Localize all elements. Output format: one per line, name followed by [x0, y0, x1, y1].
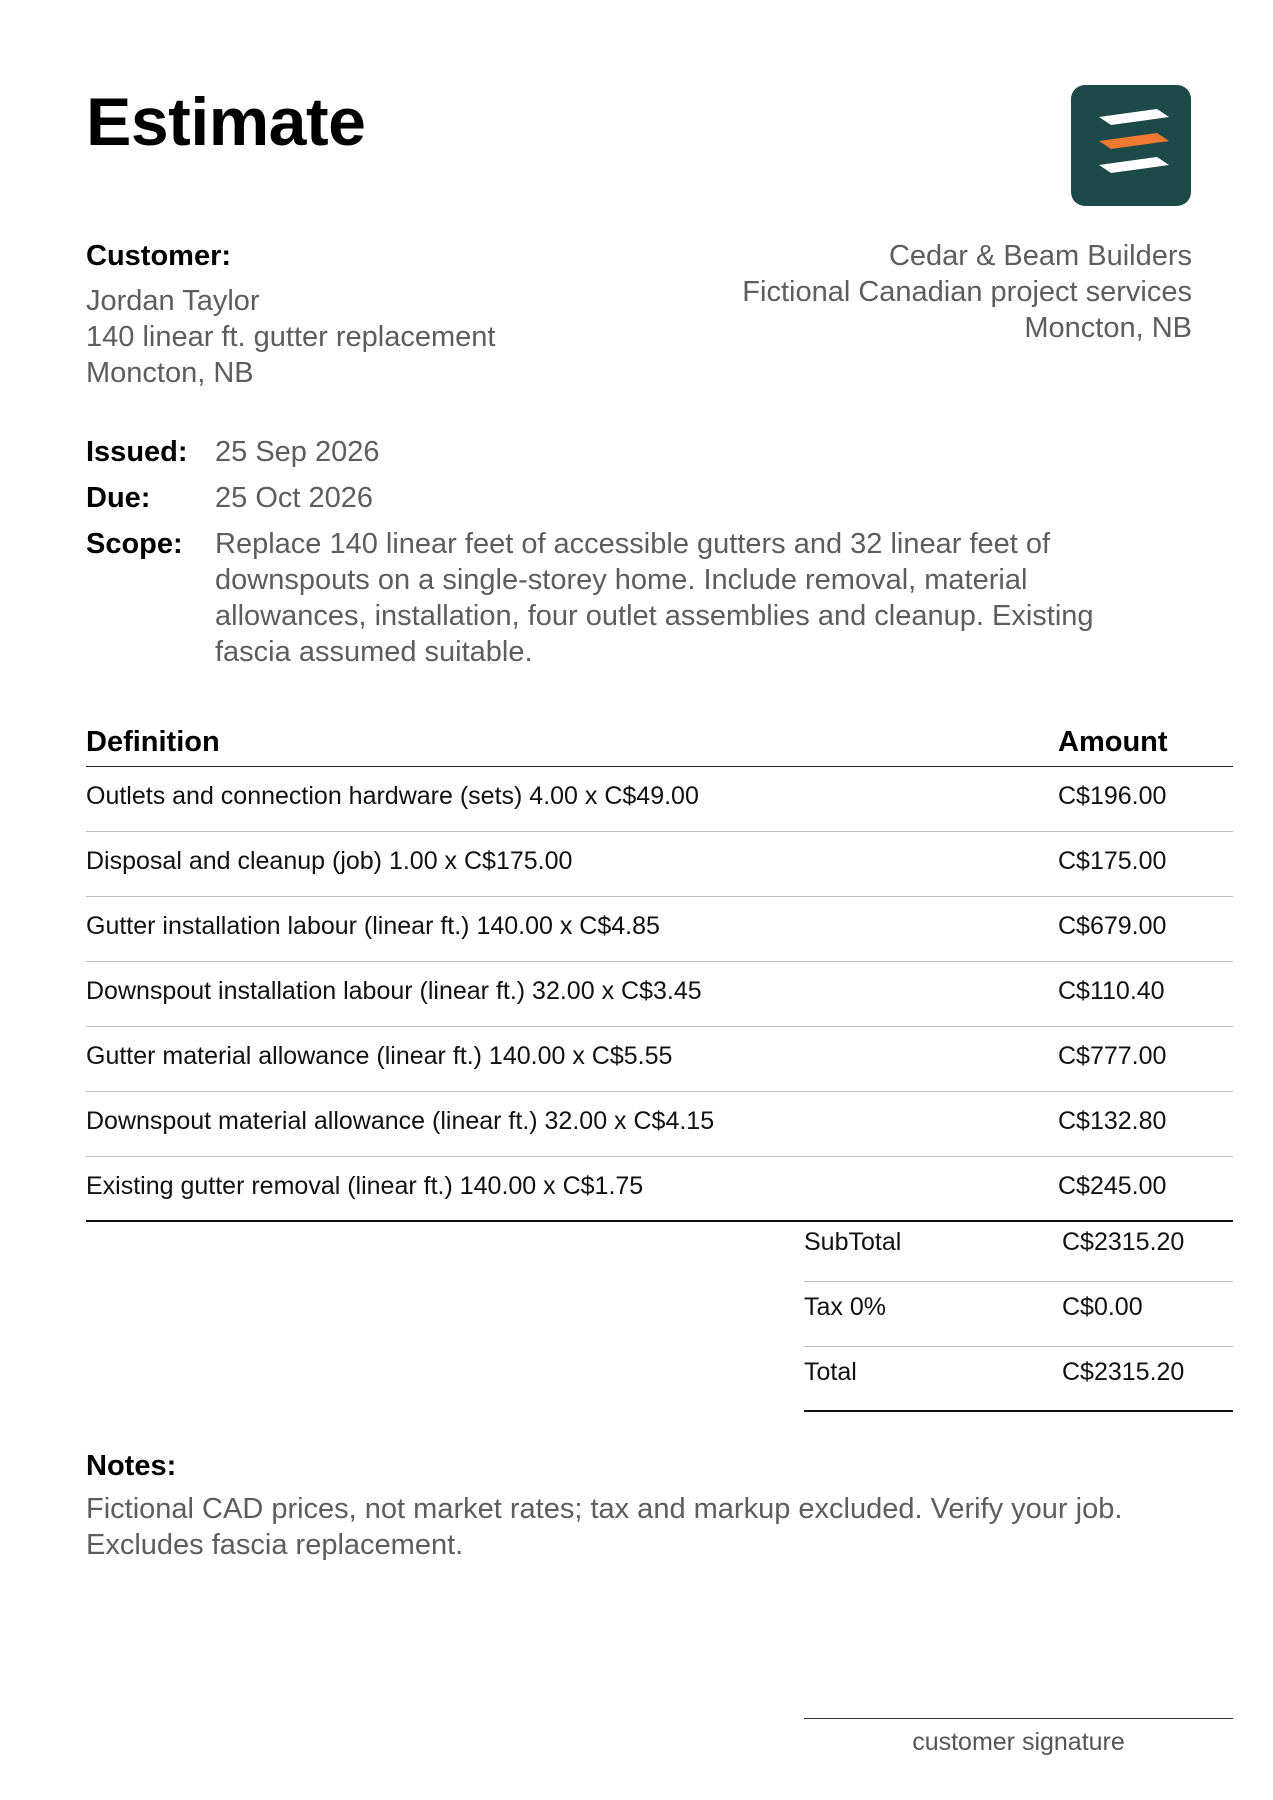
stacked-planks-logo-icon — [1071, 85, 1191, 206]
notes-line-2: Excludes fascia replacement. — [86, 1529, 464, 1561]
table-header — [86, 721, 1233, 767]
issued-label: Issued: — [86, 436, 188, 468]
subtotal-label: SubTotal — [804, 1228, 902, 1256]
line-item-amount: C$132.80 — [1058, 1107, 1167, 1135]
line-item-definition: Gutter installation labour (linear ft.) 140.00 x C$4.85 — [86, 912, 660, 940]
table-row — [86, 832, 1233, 897]
issued-row — [86, 434, 1196, 470]
notes-line-1: Fictional CAD prices, not market rates; tax and markup excluded. Verify your job. — [86, 1493, 1123, 1525]
document-title: Estimate — [86, 84, 366, 160]
company-name: Cedar & Beam Builders — [888, 240, 1192, 272]
line-item-definition: Existing gutter removal (linear ft.) 140.00 x C$1.75 — [86, 1172, 644, 1200]
estimate-meta — [86, 434, 1196, 680]
customer-heading: Customer: — [86, 240, 232, 272]
line-item-amount: C$196.00 — [1058, 782, 1167, 810]
scope-text: Replace 140 linear feet of accessible gutters and 32 linear feet of downspouts on a single-storey home. Include removal, material allowances, installation, four outlet assemblies and cleanup. Existing fascia assumed suitable. — [215, 528, 1094, 668]
customer-location: Moncton, NB — [86, 357, 254, 389]
total-label: Total — [804, 1358, 857, 1386]
line-item-definition: Downspout material allowance (linear ft.) 32.00 x C$4.15 — [86, 1107, 715, 1135]
line-items-table — [86, 721, 1233, 1222]
notes-block — [86, 1449, 1206, 1563]
line-item-definition: Downspout installation labour (linear ft.) 32.00 x C$3.45 — [86, 977, 702, 1005]
customer-name: Jordan Taylor — [86, 285, 260, 317]
due-label: Due: — [86, 482, 151, 514]
customer-project: 140 linear ft. gutter replacement — [86, 321, 496, 353]
issued-date: 25 Sep 2026 — [215, 436, 380, 468]
logo-middle-plank — [1099, 133, 1169, 149]
company-tagline: Fictional Canadian project services — [742, 276, 1192, 308]
customer-block — [86, 239, 686, 391]
subtotal-row — [804, 1217, 1233, 1282]
tax-row — [804, 1282, 1233, 1347]
table-row — [86, 1092, 1233, 1157]
line-item-amount: C$777.00 — [1058, 1042, 1167, 1070]
line-item-definition: Gutter material allowance (linear ft.) 140.00 x C$5.55 — [86, 1042, 673, 1070]
line-item-definition: Outlets and connection hardware (sets) 4.00 x C$49.00 — [86, 782, 699, 810]
notes-heading: Notes: — [86, 1450, 177, 1482]
line-item-amount: C$110.40 — [1058, 977, 1165, 1005]
customer-signature-line: customer signature — [804, 1718, 1233, 1757]
line-item-amount: C$245.00 — [1058, 1172, 1167, 1200]
due-date: 25 Oct 2026 — [215, 482, 373, 514]
scope-row — [86, 526, 1196, 670]
table-row — [86, 767, 1233, 832]
tax-label: Tax 0% — [804, 1293, 886, 1321]
line-item-amount: C$679.00 — [1058, 912, 1167, 940]
totals-block — [804, 1217, 1233, 1412]
logo-top-plank — [1099, 109, 1169, 125]
logo-bottom-plank — [1099, 157, 1169, 173]
tax-value: C$0.00 — [1062, 1293, 1143, 1321]
due-row — [86, 480, 1196, 516]
scope-label: Scope: — [86, 528, 183, 560]
table-row — [86, 1157, 1233, 1222]
line-item-definition: Disposal and cleanup (job) 1.00 x C$175.00 — [86, 847, 573, 875]
total-value: C$2315.20 — [1062, 1358, 1185, 1386]
table-row — [86, 897, 1233, 962]
table-row — [86, 962, 1233, 1027]
subtotal-value: C$2315.20 — [1062, 1228, 1185, 1256]
amount-column-header: Amount — [1058, 726, 1168, 758]
company-logo — [1071, 85, 1191, 206]
definition-column-header: Definition — [86, 726, 220, 758]
table-row — [86, 1027, 1233, 1092]
total-row — [804, 1347, 1233, 1412]
company-block — [632, 238, 1192, 346]
line-item-amount: C$175.00 — [1058, 847, 1167, 875]
company-location: Moncton, NB — [1024, 312, 1192, 344]
